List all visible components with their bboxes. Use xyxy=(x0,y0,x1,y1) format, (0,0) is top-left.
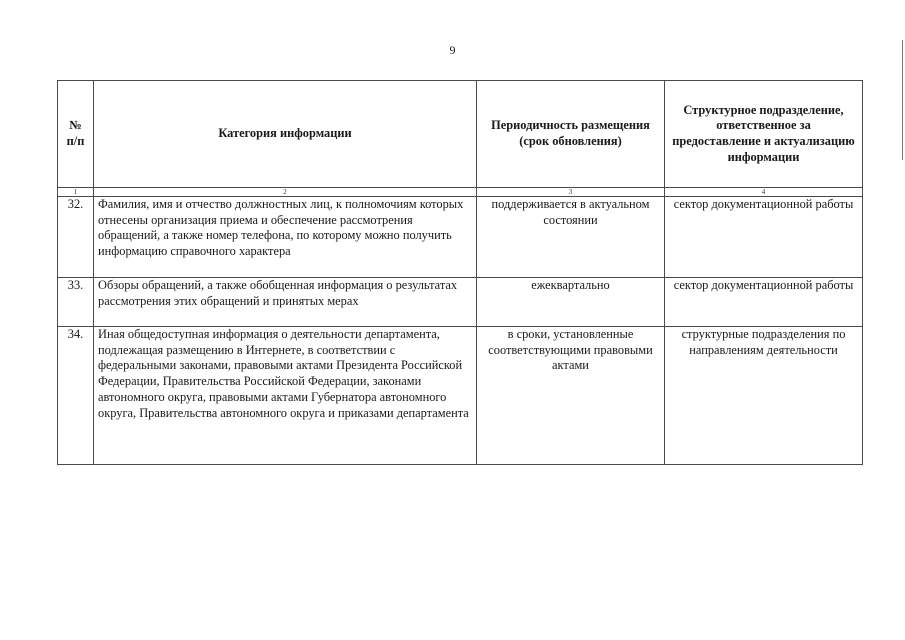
header-category: Категория информации xyxy=(94,81,477,188)
table-row xyxy=(58,278,863,327)
row-periodicity: ежеквартально xyxy=(477,278,665,327)
table-header-row xyxy=(58,81,863,188)
header-department: Структурное подразделение, ответственное за предоставление и актуализацию информации xyxy=(665,81,863,188)
row-department: сектор документационной работы xyxy=(665,278,863,327)
row-department: структурные подразделения по направлениям деятельности xyxy=(665,327,863,465)
row-category: Обзоры обращений, а также обобщенная информация о результатах рассмотрения этих обращений и принятых мерах xyxy=(94,278,477,327)
row-number: 33. xyxy=(58,278,94,327)
row-department: сектор документационной работы xyxy=(665,197,863,278)
table-row xyxy=(58,327,863,465)
column-number: 3 xyxy=(477,188,665,197)
row-periodicity: в сроки, установленные соответствующими правовыми актами xyxy=(477,327,665,465)
header-number: № п/п xyxy=(58,81,94,188)
information-table xyxy=(57,80,863,465)
row-periodicity: поддерживается в актуальном состоянии xyxy=(477,197,665,278)
column-number: 4 xyxy=(665,188,863,197)
table-row xyxy=(58,197,863,278)
row-category: Иная общедоступная информация о деятельности департамента, подлежащая размещению в Интернете, в соответствии с федеральными законами, правовыми актами Президента Российской Федерации, Правительства Российской Федерации, законами автономного округа, правовыми актами Губернатора автономного округа, Правительства автономного округа и приказами департамента xyxy=(94,327,477,465)
row-number: 32. xyxy=(58,197,94,278)
header-periodicity: Периодичность размещения (срок обновления) xyxy=(477,81,665,188)
column-number: 1 xyxy=(58,188,94,197)
column-numbers-row xyxy=(58,188,863,197)
row-category: Фамилия, имя и отчество должностных лиц, к полномочиям которых отнесены организация приема и обеспечение рассмотрения обращений, а также номер телефона, по которому можно получить информацию справочного характера xyxy=(94,197,477,278)
page-number: 9 xyxy=(449,43,456,57)
column-number: 2 xyxy=(94,188,477,197)
row-number: 34. xyxy=(58,327,94,465)
scan-edge-mark xyxy=(902,40,903,160)
